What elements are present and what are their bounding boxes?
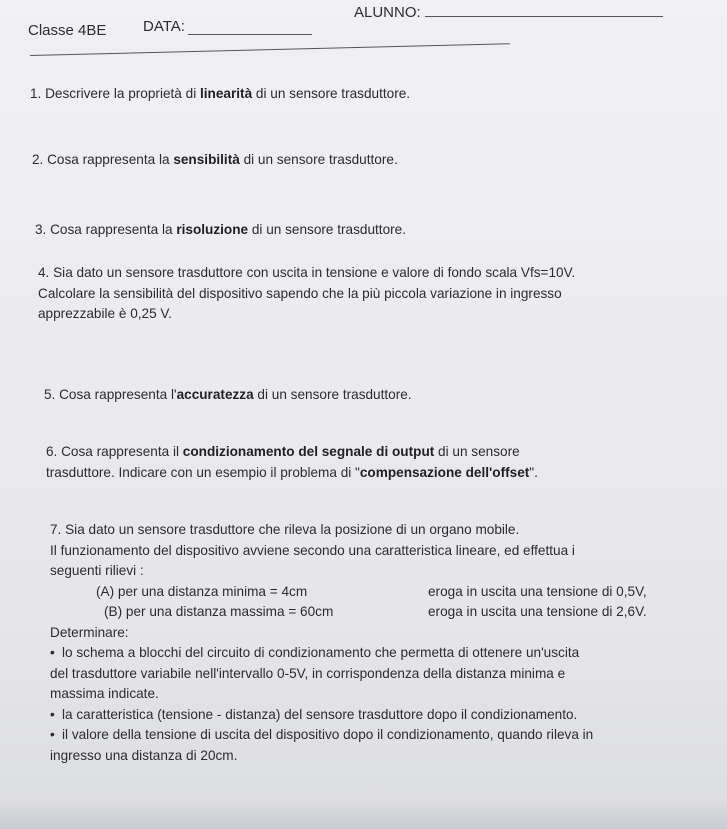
- header-separator: [30, 43, 510, 56]
- date-label: DATA:: [143, 18, 185, 35]
- date-blank-line[interactable]: [188, 34, 312, 35]
- student-blank-line[interactable]: [425, 16, 663, 17]
- class-label: Classe 4BE: [28, 22, 107, 39]
- page-bottom-edge: [0, 800, 727, 829]
- question-1: 1. Descrivere la proprietà di linearità di un sensore trasduttore.: [30, 86, 411, 101]
- bullet-2: • la caratteristica (tensione - distanza) del sensore trasduttore dopo il condizionamento.: [50, 706, 578, 722]
- question-2: 2. Cosa rappresenta la sensibilità di un sensore trasduttore.: [32, 152, 398, 167]
- question-4: 4. Sia dato un sensore trasduttore con uscita in tensione e valore di fondo scala Vfs=10V. Calcolare la sensibilità del dispositivo sapendo che la più piccola variazione in ingresso apprezzabile è 0,25 V.: [38, 265, 576, 321]
- question-3: 3. Cosa rappresenta la risoluzione di un sensore trasduttore.: [35, 222, 407, 237]
- student-label: ALUNNO:: [354, 4, 421, 21]
- bullet-3: • il valore della tensione di uscita del dispositivo dopo il condizionamento, quando rileva in: [50, 727, 594, 742]
- worksheet-header: [0, 0, 727, 60]
- measurement-a: (A) per una distanza minima = 4cm eroga in uscita una tensione di 0,5V,: [96, 583, 647, 599]
- question-7: 7. Sia dato un sensore trasduttore che rileva la posizione di un organo mobile. Il funzionamento del dispositivo avviene secondo una caratteristica lineare, ed effettua i seguenti rilievi : (A) per una distanza minima = 4cm eroga in uscita una tensione di 0,5V, (B) per una distanza massima = 60cm eroga in uscita una tensione di 2,6V. Determinare: • lo schema a blocchi del circuito di condizionamento che permetta di ottenere un'uscita del trasduttore variabile nell'intervallo 0-5V, in corrispondenza della distanza minima e massima indicate. • la caratteristica (tensione - distanza) del sensore trasduttore dopo il condizionamento. • il valore della tensione di uscita del dispositivo dopo il condizionamento, quando rileva in ingresso una distanza di 20cm.: [50, 520, 700, 766]
- question-5: 5. Cosa rappresenta l'accuratezza di un sensore trasduttore.: [44, 387, 412, 402]
- question-6: 6. Cosa rappresenta il condizionamento del segnale di output di un sensore trasduttore. Indicare con un esempio il problema di "compensazione dell'offset".: [46, 444, 538, 480]
- measurement-b: (B) per una distanza massima = 60cm eroga in uscita una tensione di 2,6V.: [104, 604, 647, 619]
- bullet-1: • lo schema a blocchi del circuito di condizionamento che permetta di ottenere un'uscita: [50, 645, 580, 660]
